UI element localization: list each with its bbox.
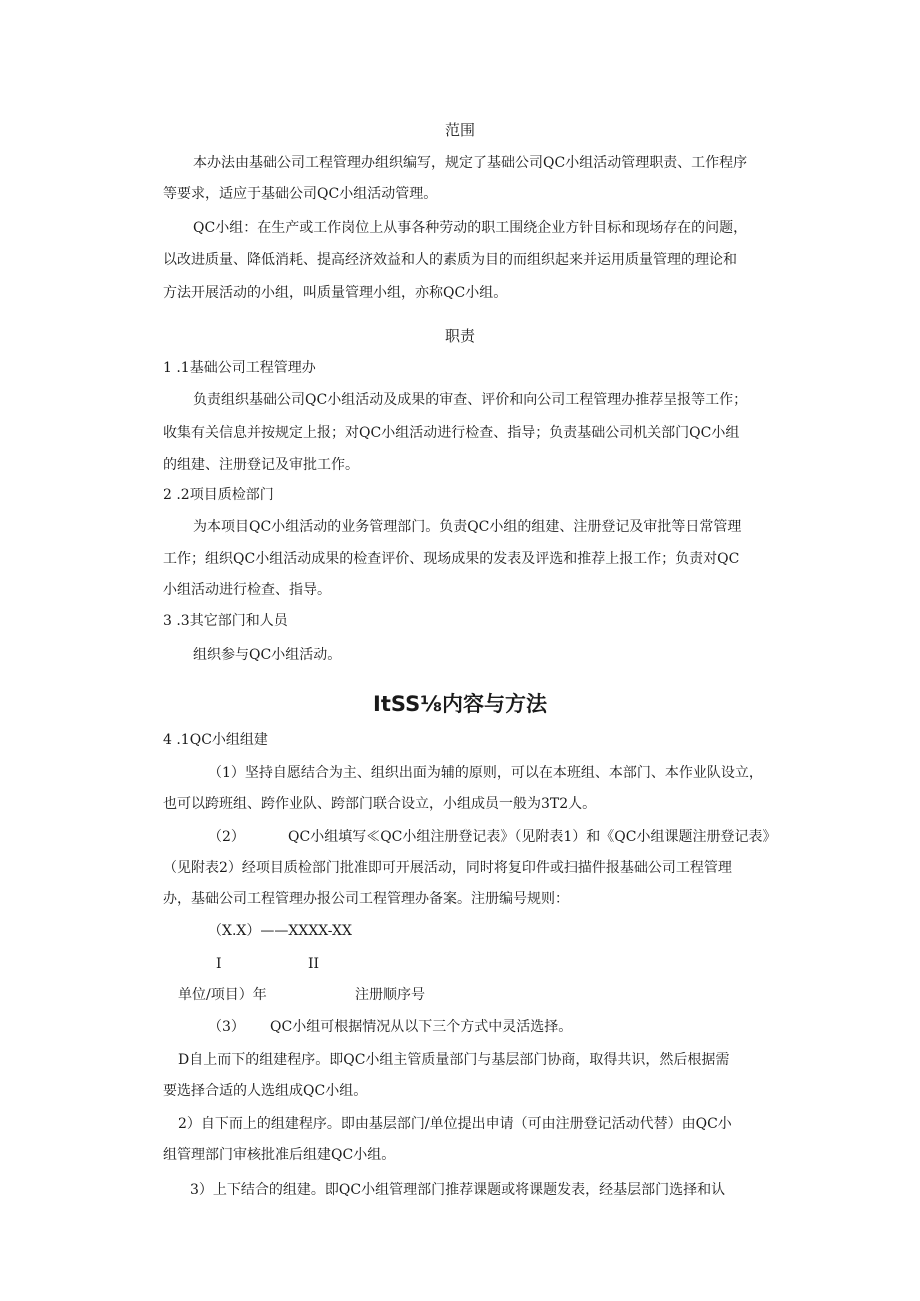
code-label: 注册顺序号 [355,987,425,1003]
code-label: 单位/项目）年 [178,987,267,1003]
paragraph-line: 等要求，适应于基础公司QC小组活动管理。 [163,186,438,202]
paragraph-line: 办，基础公司工程管理办报公司工程管理办备案。注册编号规则： [163,891,569,907]
paragraph-line: （见附表2）经项目质检部门批准即可开展活动，同时将复印件或扫描件报基础公司工程管理 [163,860,732,876]
paragraph-line: 2）自下而上的组建程序。即由基层部门/单位提出申请（可由注册登记活动代替）由QC小 [178,1116,732,1132]
paragraph-line: 组管理部门审核批准后组建QC小组。 [163,1147,396,1163]
code-marker: II [308,956,320,972]
paragraph-line: D自上而下的组建程序。即QC小组主管质量部门与基层部门协商，取得共识，然后根据需 [178,1052,730,1068]
paragraph-line: 的组建、注册登记及审批工作。 [163,457,359,473]
paragraph-line: QC小组可根据情况从以下三个方式中灵活选择。 [270,1019,573,1035]
paragraph-line: （1）坚持自愿结合为主、组织出面为辅的原则，可以在本班组、本部门、本作业队设立， [208,765,763,781]
paragraph-line: 方法开展活动的小组，叫质量管理小组，亦称QC小组。 [163,285,508,301]
section-title-scope: 范围 [444,121,475,139]
section-title-duties: 职责 [444,327,475,345]
item-heading: 3 .3其它部门和人员 [163,613,288,629]
item-heading: 4 .1QC小组组建 [163,732,268,748]
item-heading: 2 .2项目质检部门 [163,487,274,503]
paragraph-line: 收集有关信息并按规定上报；对QC小组活动进行检查、指导；负责基础公司机关部门QC小组 [163,425,740,441]
item-heading: 1 .1基础公司工程管理办 [163,360,316,376]
paragraph-line: QC小组：在生产或工作岗位上从事各种劳动的职工围绕企业方针目标和现场存在的问题， [193,220,748,236]
code-marker: I [216,956,222,972]
paragraph-line: 3）上下结合的组建。即QC小组管理部门推荐课题或将课题发表，经基层部门选择和认 [190,1182,726,1198]
paragraph-line: QC小组填写≪QC小组注册登记表》（见附表1）和《QC小组课题注册登记表》 [288,829,777,845]
paragraph-line: 组织参与QC小组活动。 [193,647,342,663]
list-number: （2） [208,829,245,845]
paragraph-line: 也可以跨班组、跨作业队、跨部门联合设立，小组成员一般为3T2人。 [163,796,597,812]
paragraph-line: 负责组织基础公司QC小组活动及成果的审查、评价和向公司工程管理办推荐呈报等工作； [193,392,748,408]
paragraph-line: 工作；组织QC小组活动成果的检查评价、现场成果的发表及评选和推荐上报工作；负责对QC [163,551,740,567]
paragraph-line: 小组活动进行检查、指导。 [163,582,331,598]
paragraph-line: 为本项目QC小组活动的业务管理部门。负责QC小组的组建、注册登记及审批等日常管理 [193,519,742,535]
paragraph-line: 本办法由基础公司工程管理办组织编写，规定了基础公司QC小组活动管理职责、工作程序 [193,155,748,171]
registration-code: （X.X）——XXXX-XX [208,923,352,939]
list-number: （3） [208,1019,245,1035]
paragraph-line: 要选择合适的人选组成QC小组。 [163,1083,368,1099]
paragraph-line: 以改进质量、降低消耗、提高经济效益和人的素质为目的而组织起来并运用质量管理的理论和 [163,252,737,268]
section-title-content: ItSS⅛内容与方法 [373,692,547,716]
